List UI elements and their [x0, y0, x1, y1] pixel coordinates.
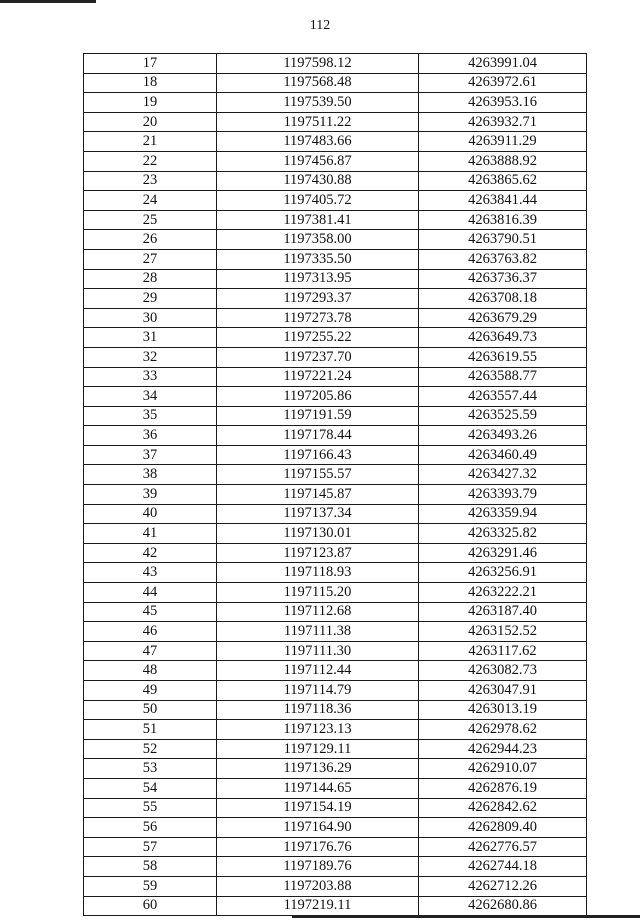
table-row — [84, 249, 587, 269]
y-coordinate-cell: 4263911.29 — [419, 132, 587, 152]
point-number-cell: 42 — [84, 543, 217, 563]
point-number-cell: 38 — [84, 465, 217, 485]
point-number-cell: 18 — [84, 73, 217, 93]
point-number-cell: 43 — [84, 563, 217, 583]
y-coordinate-cell: 4263953.16 — [419, 93, 587, 113]
point-number-cell: 24 — [84, 191, 217, 211]
x-coordinate-cell: 1197335.50 — [217, 249, 419, 269]
x-coordinate-cell: 1197205.86 — [217, 387, 419, 407]
table-row — [84, 308, 587, 328]
x-coordinate-cell: 1197293.37 — [217, 289, 419, 309]
table-row — [84, 93, 587, 113]
table-row — [84, 387, 587, 407]
y-coordinate-cell: 4263291.46 — [419, 543, 587, 563]
point-number-cell: 37 — [84, 445, 217, 465]
x-coordinate-cell: 1197313.95 — [217, 269, 419, 289]
y-coordinate-cell: 4263679.29 — [419, 308, 587, 328]
y-coordinate-cell: 4262712.26 — [419, 876, 587, 896]
coordinates-table-body — [84, 54, 587, 916]
x-coordinate-cell: 1197178.44 — [217, 426, 419, 446]
point-number-cell: 27 — [84, 249, 217, 269]
y-coordinate-cell: 4263359.94 — [419, 504, 587, 524]
table-row — [84, 661, 587, 681]
y-coordinate-cell: 4263256.91 — [419, 563, 587, 583]
x-coordinate-cell: 1197114.79 — [217, 681, 419, 701]
point-number-cell: 40 — [84, 504, 217, 524]
x-coordinate-cell: 1197155.57 — [217, 465, 419, 485]
x-coordinate-cell: 1197358.00 — [217, 230, 419, 250]
x-coordinate-cell: 1197273.78 — [217, 308, 419, 328]
x-coordinate-cell: 1197255.22 — [217, 328, 419, 348]
table-row — [84, 563, 587, 583]
x-coordinate-cell: 1197118.36 — [217, 700, 419, 720]
y-coordinate-cell: 4262680.86 — [419, 896, 587, 916]
table-row — [84, 720, 587, 740]
table-row — [84, 328, 587, 348]
point-number-cell: 46 — [84, 622, 217, 642]
y-coordinate-cell: 4263427.32 — [419, 465, 587, 485]
table-row — [84, 818, 587, 838]
y-coordinate-cell: 4262842.62 — [419, 798, 587, 818]
x-coordinate-cell: 1197381.41 — [217, 210, 419, 230]
y-coordinate-cell: 4263763.82 — [419, 249, 587, 269]
x-coordinate-cell: 1197176.76 — [217, 837, 419, 857]
point-number-cell: 41 — [84, 524, 217, 544]
point-number-cell: 29 — [84, 289, 217, 309]
x-coordinate-cell: 1197123.87 — [217, 543, 419, 563]
table-row — [84, 406, 587, 426]
table-row — [84, 543, 587, 563]
table-row — [84, 171, 587, 191]
y-coordinate-cell: 4263991.04 — [419, 54, 587, 74]
point-number-cell: 36 — [84, 426, 217, 446]
table-row — [84, 367, 587, 387]
y-coordinate-cell: 4263619.55 — [419, 347, 587, 367]
y-coordinate-cell: 4263790.51 — [419, 230, 587, 250]
x-coordinate-cell: 1197456.87 — [217, 151, 419, 171]
x-coordinate-cell: 1197191.59 — [217, 406, 419, 426]
table-row — [84, 837, 587, 857]
x-coordinate-cell: 1197111.30 — [217, 641, 419, 661]
y-coordinate-cell: 4263588.77 — [419, 367, 587, 387]
y-coordinate-cell: 4263013.19 — [419, 700, 587, 720]
point-number-cell: 59 — [84, 876, 217, 896]
table-row — [84, 700, 587, 720]
page-number: 112 — [309, 18, 331, 33]
point-number-cell: 50 — [84, 700, 217, 720]
point-number-cell: 33 — [84, 367, 217, 387]
table-row — [84, 445, 587, 465]
point-number-cell: 51 — [84, 720, 217, 740]
table-row — [84, 896, 587, 916]
point-number-cell: 48 — [84, 661, 217, 681]
y-coordinate-cell: 4263325.82 — [419, 524, 587, 544]
point-number-cell: 20 — [84, 112, 217, 132]
y-coordinate-cell: 4263393.79 — [419, 485, 587, 505]
table-row — [84, 151, 587, 171]
x-coordinate-cell: 1197189.76 — [217, 857, 419, 877]
x-coordinate-cell: 1197145.87 — [217, 485, 419, 505]
point-number-cell: 34 — [84, 387, 217, 407]
x-coordinate-cell: 1197598.12 — [217, 54, 419, 74]
y-coordinate-cell: 4263816.39 — [419, 210, 587, 230]
y-coordinate-cell: 4263493.26 — [419, 426, 587, 446]
x-coordinate-cell: 1197568.48 — [217, 73, 419, 93]
point-number-cell: 58 — [84, 857, 217, 877]
point-number-cell: 57 — [84, 837, 217, 857]
table-row — [84, 73, 587, 93]
table-row — [84, 210, 587, 230]
x-coordinate-cell: 1197136.29 — [217, 759, 419, 779]
x-coordinate-cell: 1197539.50 — [217, 93, 419, 113]
y-coordinate-cell: 4263865.62 — [419, 171, 587, 191]
point-number-cell: 26 — [84, 230, 217, 250]
x-coordinate-cell: 1197154.19 — [217, 798, 419, 818]
x-coordinate-cell: 1197115.20 — [217, 583, 419, 603]
point-number-cell: 17 — [84, 54, 217, 74]
x-coordinate-cell: 1197430.88 — [217, 171, 419, 191]
table-row — [84, 269, 587, 289]
point-number-cell: 21 — [84, 132, 217, 152]
x-coordinate-cell: 1197166.43 — [217, 445, 419, 465]
y-coordinate-cell: 4263708.18 — [419, 289, 587, 309]
table-row — [84, 739, 587, 759]
scan-edge-bottom — [292, 915, 640, 918]
table-row — [84, 876, 587, 896]
table-row — [84, 465, 587, 485]
y-coordinate-cell: 4263047.91 — [419, 681, 587, 701]
point-number-cell: 31 — [84, 328, 217, 348]
y-coordinate-cell: 4263082.73 — [419, 661, 587, 681]
table-row — [84, 191, 587, 211]
table-row — [84, 426, 587, 446]
point-number-cell: 35 — [84, 406, 217, 426]
table-row — [84, 347, 587, 367]
point-number-cell: 22 — [84, 151, 217, 171]
table-row — [84, 230, 587, 250]
table-row — [84, 504, 587, 524]
coordinates-table — [83, 53, 587, 916]
table-row — [84, 289, 587, 309]
table-row — [84, 641, 587, 661]
table-row — [84, 778, 587, 798]
table-row — [84, 857, 587, 877]
scan-edge-top — [0, 0, 96, 3]
x-coordinate-cell: 1197405.72 — [217, 191, 419, 211]
table-row — [84, 112, 587, 132]
table-row — [84, 759, 587, 779]
y-coordinate-cell: 4263222.21 — [419, 583, 587, 603]
point-number-cell: 45 — [84, 602, 217, 622]
y-coordinate-cell: 4263932.71 — [419, 112, 587, 132]
x-coordinate-cell: 1197219.11 — [217, 896, 419, 916]
y-coordinate-cell: 4262944.23 — [419, 739, 587, 759]
y-coordinate-cell: 4262910.07 — [419, 759, 587, 779]
point-number-cell: 56 — [84, 818, 217, 838]
point-number-cell: 23 — [84, 171, 217, 191]
point-number-cell: 54 — [84, 778, 217, 798]
x-coordinate-cell: 1197221.24 — [217, 367, 419, 387]
point-number-cell: 52 — [84, 739, 217, 759]
x-coordinate-cell: 1197123.13 — [217, 720, 419, 740]
x-coordinate-cell: 1197130.01 — [217, 524, 419, 544]
y-coordinate-cell: 4263187.40 — [419, 602, 587, 622]
table-row — [84, 602, 587, 622]
x-coordinate-cell: 1197137.34 — [217, 504, 419, 524]
x-coordinate-cell: 1197144.65 — [217, 778, 419, 798]
x-coordinate-cell: 1197237.70 — [217, 347, 419, 367]
table-row — [84, 54, 587, 74]
point-number-cell: 28 — [84, 269, 217, 289]
y-coordinate-cell: 4263152.52 — [419, 622, 587, 642]
point-number-cell: 39 — [84, 485, 217, 505]
point-number-cell: 44 — [84, 583, 217, 603]
y-coordinate-cell: 4262876.19 — [419, 778, 587, 798]
x-coordinate-cell: 1197112.68 — [217, 602, 419, 622]
point-number-cell: 49 — [84, 681, 217, 701]
table-row — [84, 798, 587, 818]
x-coordinate-cell: 1197111.38 — [217, 622, 419, 642]
y-coordinate-cell: 4262809.40 — [419, 818, 587, 838]
point-number-cell: 55 — [84, 798, 217, 818]
table-row — [84, 485, 587, 505]
point-number-cell: 25 — [84, 210, 217, 230]
point-number-cell: 53 — [84, 759, 217, 779]
y-coordinate-cell: 4262744.18 — [419, 857, 587, 877]
y-coordinate-cell: 4263649.73 — [419, 328, 587, 348]
x-coordinate-cell: 1197129.11 — [217, 739, 419, 759]
table-row — [84, 681, 587, 701]
x-coordinate-cell: 1197483.66 — [217, 132, 419, 152]
point-number-cell: 30 — [84, 308, 217, 328]
x-coordinate-cell: 1197118.93 — [217, 563, 419, 583]
table-row — [84, 622, 587, 642]
table-row — [84, 583, 587, 603]
x-coordinate-cell: 1197203.88 — [217, 876, 419, 896]
table-row — [84, 524, 587, 544]
point-number-cell: 47 — [84, 641, 217, 661]
y-coordinate-cell: 4263841.44 — [419, 191, 587, 211]
y-coordinate-cell: 4263736.37 — [419, 269, 587, 289]
x-coordinate-cell: 1197511.22 — [217, 112, 419, 132]
point-number-cell: 19 — [84, 93, 217, 113]
point-number-cell: 32 — [84, 347, 217, 367]
y-coordinate-cell: 4263117.62 — [419, 641, 587, 661]
x-coordinate-cell: 1197164.90 — [217, 818, 419, 838]
y-coordinate-cell: 4262978.62 — [419, 720, 587, 740]
y-coordinate-cell: 4262776.57 — [419, 837, 587, 857]
table-row — [84, 132, 587, 152]
x-coordinate-cell: 1197112.44 — [217, 661, 419, 681]
y-coordinate-cell: 4263525.59 — [419, 406, 587, 426]
y-coordinate-cell: 4263972.61 — [419, 73, 587, 93]
y-coordinate-cell: 4263557.44 — [419, 387, 587, 407]
y-coordinate-cell: 4263460.49 — [419, 445, 587, 465]
y-coordinate-cell: 4263888.92 — [419, 151, 587, 171]
point-number-cell: 60 — [84, 896, 217, 916]
